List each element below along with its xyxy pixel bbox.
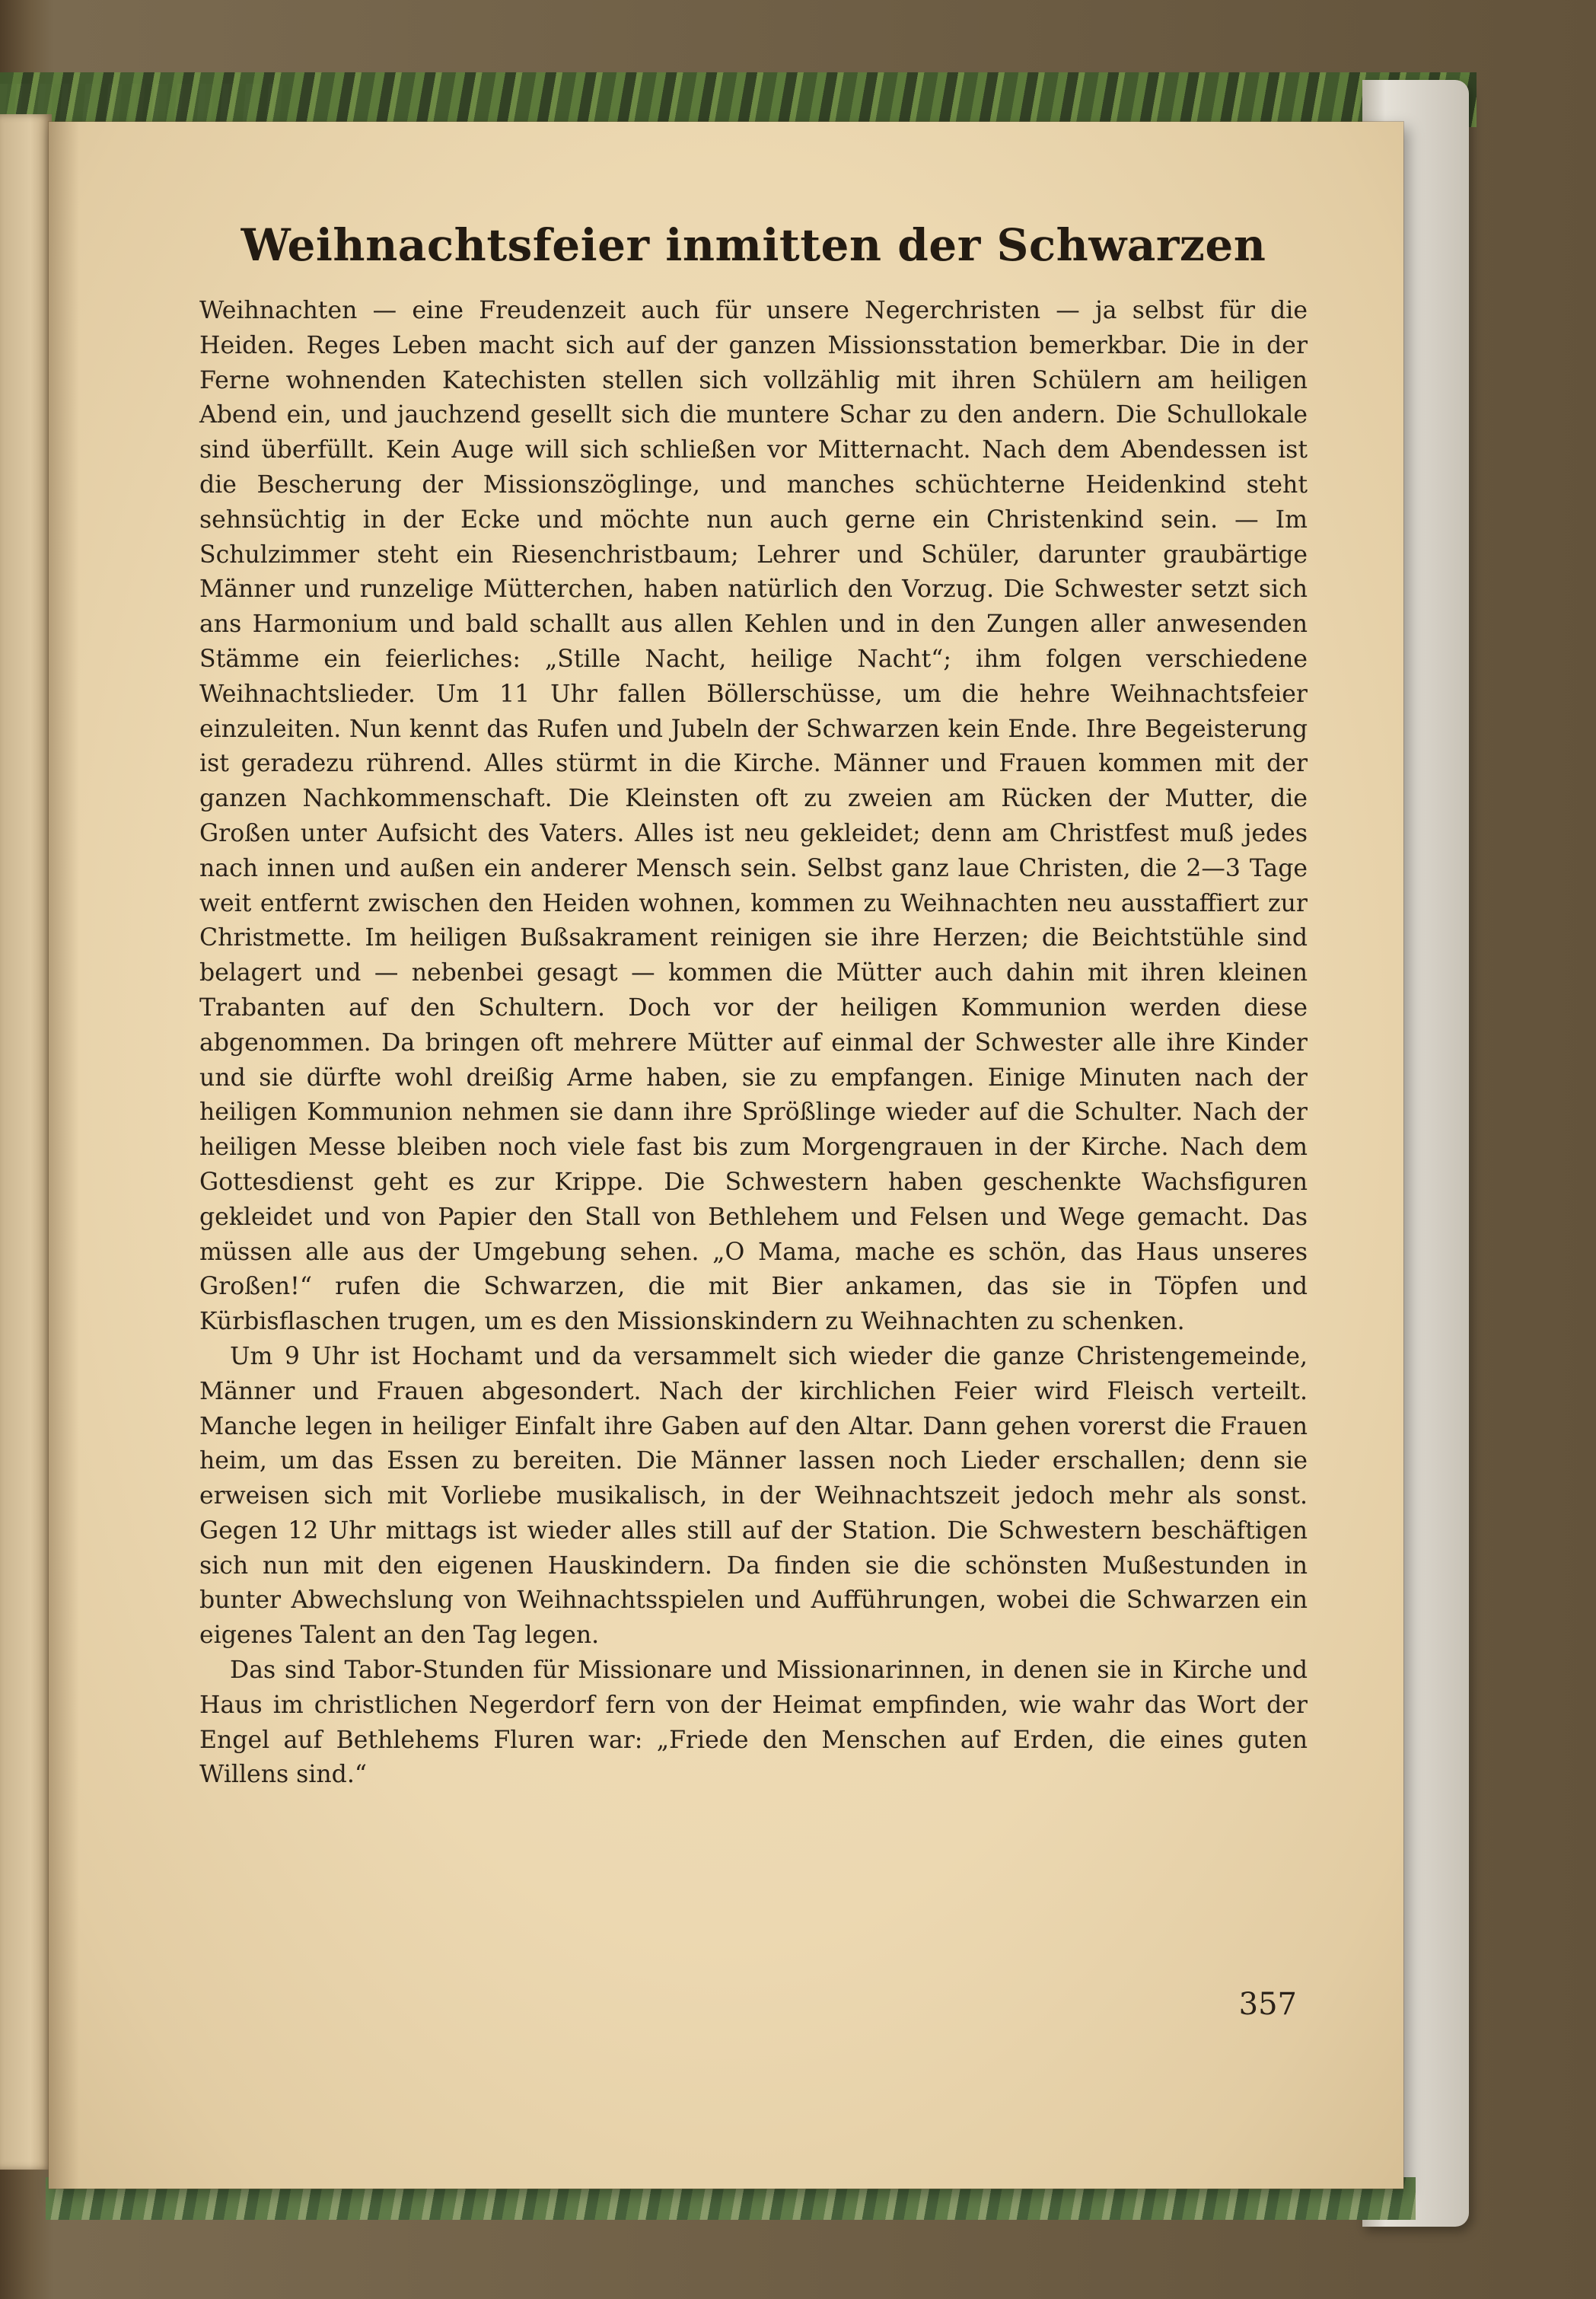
paragraph-2: Um 9 Uhr ist Hochamt und da versammelt sich wieder die ganze Christengemeinde, Männer und Frauen abgesondert. Nach der kirchlichen Feier wird Fleisch verteilt. Manche legen in heiliger Einfalt ihre Gaben auf den Altar. Dann gehen vorerst die Frauen heim, um das Essen zu bereiten. Die Männer lassen noch Lieder erschallen; denn sie erweisen sich mit Vorliebe musikalisch, in der Weihnachtszeit jedoch mehr als sonst. Gegen 12 Uhr mittags ist wieder alles still auf der Station. Die Schwestern beschäftigen sich nun mit den eigenen Hauskindern. Da finden sie die schönsten Mußestunden in bunter Abwechslung von Weihnachtsspielen und Aufführungen, wobei die Schwarzen ein eigenes Talent an den Tag legen. [199,1342,1308,1650]
article-body [199,294,1308,1793]
cover-pattern-top [0,72,1477,127]
page-number: 357 [1238,1987,1297,2022]
paragraph-3: Das sind Tabor-Stunden für Missionare und Missionarinnen, in denen sie in Kirche und Haus im christlichen Negerdorf fern von der Heimat empfinden, wie wahr das Wort der Engel auf Bethlehems Fluren war: „Friede den Menschen auf Erden, die eines guten Willens sind.“ [199,1656,1308,1789]
article-title: Weihnachtsfeier inmitten der Schwarzen [241,219,1266,271]
facing-page-edge [0,114,52,2170]
page-content [199,215,1308,1793]
book-page [49,122,1403,2189]
paragraph-1: Weihnachten — eine Freudenzeit auch für unsere Negerchristen — ja selbst für die Heiden. Reges Leben macht sich auf der ganzen Missionsstation bemerkbar. Die in der Ferne wohnenden Katechisten stellen sich vollzählig mit ihren Schülern am heiligen Abend ein, und jauchzend gesellt sich die muntere Schar zu den andern. Die Schullokale sind überfüllt. Kein Auge will sich schließen vor Mitternacht. Nach dem Abendessen ist die Bescherung der Missionszöglinge, und manches schüchterne Heidenkind steht sehnsüchtig in der Ecke und möchte nun auch gerne ein Christenkind sein. — Im Schulzimmer steht ein Riesenchristbaum; Lehrer und Schüler, darunter graubärtige Männer und runzelige Mütterchen, haben natürlich den Vorzug. Die Schwester setzt sich ans Harmonium und bald schallt aus allen Kehlen und in den Zungen aller anwesenden Stämme ein feierliches: „Stille Nacht, heilige Nacht“; ihm folgen verschiedene Weihnachtslieder. Um 11 Uhr fallen Böllerschüsse, um die hehre Weihnachtsfeier einzuleiten. Nun kennt das Rufen und Jubeln der Schwarzen kein Ende. Ihre Begeisterung ist geradezu rührend. Alles stürmt in die Kirche. Männer und Frauen kommen mit der ganzen Nachkommenschaft. Die Kleinsten oft zu zweien am Rücken der Mutter, die Großen unter Aufsicht des Vaters. Alles ist neu gekleidet; denn am Christfest muß jedes nach innen und außen ein anderer Mensch sein. Selbst ganz laue Christen, die 2—3 Tage weit entfernt zwischen den Heiden wohnen, kommen zu Weihnachten neu ausstaffiert zur Christmette. Im heiligen Bußsakrament reinigen sie ihre Herzen; die Beichtstühle sind belagert und — nebenbei gesagt — kommen die Mütter auch dahin mit ihren kleinen Trabanten auf den Schultern. Doch vor der heiligen Kommunion werden diese abgenommen. Da bringen oft mehrere Mütter auf einmal der Schwester alle ihre Kinder und sie dürfte wohl dreißig Arme haben, sie zu empfangen. Einige Minuten nach der heiligen Kommunion nehmen sie dann ihre Sprößlinge wieder auf die Schulter. Nach der heiligen Messe bleiben noch viele fast bis zum Morgengrauen in der Kirche. Nach dem Gottesdienst geht es zur Krippe. Die Schwestern haben geschenkte Wachsfiguren gekleidet und von Papier den Stall von Bethlehem und Felsen und Wege gemacht. Das müssen alle aus der Umgebung sehen. „O Mama, mache es schön, das Haus unseres Großen!“ rufen die Schwarzen, die mit Bier ankamen, das sie in Töpfen und Kürbisflaschen trugen, um es den Missionskindern zu Weihnachten zu schenken. [199,297,1308,1336]
